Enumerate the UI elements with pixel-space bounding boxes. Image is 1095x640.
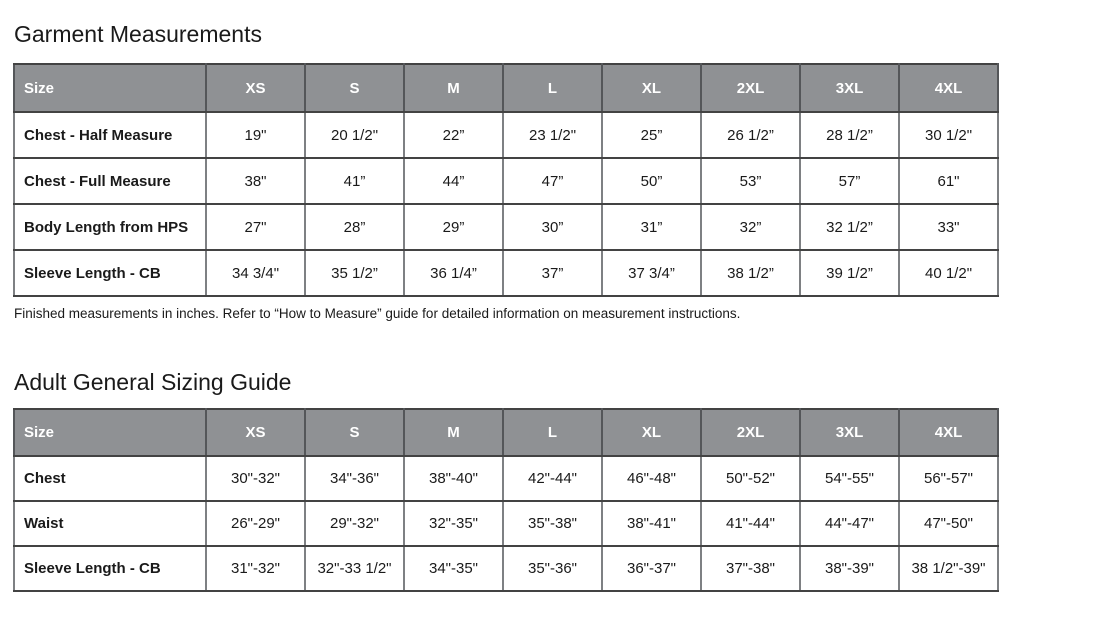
value-cell: 61" <box>899 158 998 204</box>
table-row <box>14 250 998 296</box>
value-cell: 38" <box>206 158 305 204</box>
value-cell: 36 1/4” <box>404 250 503 296</box>
table-header-row <box>14 64 998 112</box>
value-cell: 32"-33 1/2" <box>305 546 404 591</box>
table-row <box>14 456 998 501</box>
value-cell: 33" <box>899 204 998 250</box>
column-header-size: Size <box>14 64 206 112</box>
value-cell: 37” <box>503 250 602 296</box>
value-cell: 38"-41" <box>602 501 701 546</box>
value-cell: 38 1/2"-39" <box>899 546 998 591</box>
measurement-note: Finished measurements in inches. Refer to “How to Measure” guide for detailed information on measurement instructions. <box>14 306 741 321</box>
table-row <box>14 158 998 204</box>
value-cell: 32"-35" <box>404 501 503 546</box>
adult-sizing-guide-table <box>13 408 999 592</box>
column-header-size: Size <box>14 409 206 456</box>
column-header-2xl: 2XL <box>701 64 800 112</box>
value-cell: 30” <box>503 204 602 250</box>
value-cell: 34"-36" <box>305 456 404 501</box>
value-cell: 34"-35" <box>404 546 503 591</box>
value-cell: 38"-40" <box>404 456 503 501</box>
value-cell: 26 1/2” <box>701 112 800 158</box>
table-row <box>14 546 998 591</box>
value-cell: 34 3/4" <box>206 250 305 296</box>
value-cell: 28” <box>305 204 404 250</box>
garment-measurements-table <box>13 63 999 297</box>
value-cell: 35 1/2” <box>305 250 404 296</box>
row-label-cell: Chest <box>14 456 206 501</box>
adult-sizing-guide-section <box>13 368 999 592</box>
value-cell: 42"-44" <box>503 456 602 501</box>
value-cell: 29"-32" <box>305 501 404 546</box>
value-cell: 27" <box>206 204 305 250</box>
value-cell: 28 1/2” <box>800 112 899 158</box>
value-cell: 31"-32" <box>206 546 305 591</box>
value-cell: 53” <box>701 158 800 204</box>
value-cell: 38"-39" <box>800 546 899 591</box>
adult-sizing-guide-title: Adult General Sizing Guide <box>14 369 292 395</box>
garment-measurements-section <box>13 0 999 322</box>
value-cell: 54"-55" <box>800 456 899 501</box>
value-cell: 47” <box>503 158 602 204</box>
column-header-m: M <box>404 409 503 456</box>
garment-measurements-title: Garment Measurements <box>14 21 262 47</box>
column-header-xs: XS <box>206 409 305 456</box>
value-cell: 32 1/2” <box>800 204 899 250</box>
table-row <box>14 204 998 250</box>
value-cell: 44"-47" <box>800 501 899 546</box>
value-cell: 23 1/2" <box>503 112 602 158</box>
value-cell: 50"-52" <box>701 456 800 501</box>
row-label-cell: Body Length from HPS <box>14 204 206 250</box>
column-header-2xl: 2XL <box>701 409 800 456</box>
value-cell: 37 3/4” <box>602 250 701 296</box>
row-label-cell: Chest - Half Measure <box>14 112 206 158</box>
column-header-xl: XL <box>602 409 701 456</box>
column-header-4xl: 4XL <box>899 409 998 456</box>
value-cell: 36"-37" <box>602 546 701 591</box>
row-label-cell: Sleeve Length - CB <box>14 250 206 296</box>
value-cell: 50” <box>602 158 701 204</box>
value-cell: 41” <box>305 158 404 204</box>
value-cell: 41"-44" <box>701 501 800 546</box>
table-header-row <box>14 409 998 456</box>
value-cell: 44” <box>404 158 503 204</box>
column-header-4xl: 4XL <box>899 64 998 112</box>
column-header-m: M <box>404 64 503 112</box>
value-cell: 19" <box>206 112 305 158</box>
row-label-cell: Waist <box>14 501 206 546</box>
value-cell: 35"-38" <box>503 501 602 546</box>
value-cell: 25” <box>602 112 701 158</box>
value-cell: 31” <box>602 204 701 250</box>
value-cell: 30"-32" <box>206 456 305 501</box>
column-header-s: S <box>305 409 404 456</box>
value-cell: 35"-36" <box>503 546 602 591</box>
value-cell: 46"-48" <box>602 456 701 501</box>
column-header-l: L <box>503 409 602 456</box>
row-label-cell: Chest - Full Measure <box>14 158 206 204</box>
value-cell: 30 1/2" <box>899 112 998 158</box>
column-header-3xl: 3XL <box>800 64 899 112</box>
value-cell: 29” <box>404 204 503 250</box>
value-cell: 37"-38" <box>701 546 800 591</box>
value-cell: 38 1/2” <box>701 250 800 296</box>
value-cell: 26"-29" <box>206 501 305 546</box>
value-cell: 22” <box>404 112 503 158</box>
value-cell: 32” <box>701 204 800 250</box>
column-header-xl: XL <box>602 64 701 112</box>
value-cell: 47"-50" <box>899 501 998 546</box>
value-cell: 40 1/2" <box>899 250 998 296</box>
value-cell: 57” <box>800 158 899 204</box>
row-label-cell: Sleeve Length - CB <box>14 546 206 591</box>
column-header-3xl: 3XL <box>800 409 899 456</box>
table-row <box>14 112 998 158</box>
value-cell: 56"-57" <box>899 456 998 501</box>
column-header-xs: XS <box>206 64 305 112</box>
column-header-s: S <box>305 64 404 112</box>
column-header-l: L <box>503 64 602 112</box>
table-row <box>14 501 998 546</box>
value-cell: 20 1/2" <box>305 112 404 158</box>
value-cell: 39 1/2” <box>800 250 899 296</box>
